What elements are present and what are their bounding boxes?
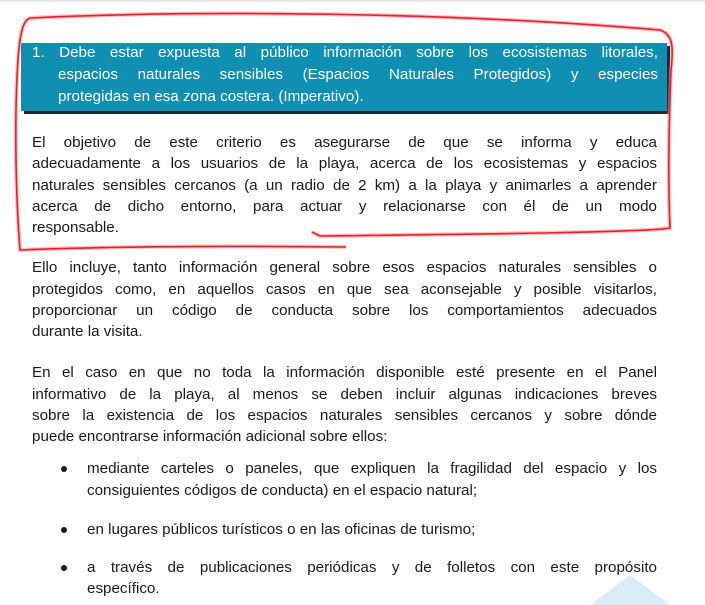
bullet-line: en lugares públicos turísticos o en las oficinas de turismo; bbox=[87, 521, 476, 538]
bullet-line: a través de publicaciones periódicas y de folletos con este propósito bbox=[87, 559, 657, 576]
paragraph-line: adecuadamente a los usuarios de la playa, acerca de los ecosistemas y espacios bbox=[32, 155, 657, 172]
bullet-line: mediante carteles o paneles, que expliquen la fragilidad del espacio y los bbox=[87, 460, 657, 477]
paragraph-line: El objetivo de este criterio es asegurarse de que se informa y educa bbox=[32, 134, 657, 151]
paragraph-line: puede encontrarse información adicional sobre ellos: bbox=[32, 428, 388, 445]
bullet-line: consiguientes códigos de conducta) en el espacio natural; bbox=[87, 482, 478, 499]
paragraph-line: protegidos como, en aquellos casos en que sea aconsejable y posible visitarlos, bbox=[32, 281, 657, 298]
paragraph-line: naturales sensibles cercanos (a un radio de 2 km) a la playa y animarles a aprender bbox=[32, 177, 657, 194]
paragraph-line: proporcionar un código de conducta sobre los comportamientos adecuados bbox=[32, 302, 657, 319]
paragraph-line: durante la visita. bbox=[32, 323, 143, 340]
paragraph-line: responsable. bbox=[32, 219, 119, 236]
paragraph-line: informativo de la playa, al menos se deben incluir algunas indicaciones breves bbox=[32, 386, 657, 403]
paragraph-line: sobre la existencia de los espacios naturales sensibles cercanos y sobre dónde bbox=[32, 407, 657, 424]
paragraph-line: acerca de dicho entorno, para actuar y relacionarse con él de un modo bbox=[32, 198, 657, 215]
bullet-line: específico. bbox=[87, 580, 160, 597]
paragraph-line: Ello incluye, tanto información general sobre esos espacios naturales sensibles o bbox=[32, 259, 657, 276]
criterion-line: 1. Debe estar expuesta al público información sobre los ecosistemas litorales, bbox=[32, 44, 658, 61]
paragraph-line: En el caso en que no toda la información disponible esté presente en el Panel bbox=[32, 364, 657, 381]
criterion-line: espacios naturales sensibles (Espacios Naturales Protegidos) y especies bbox=[58, 66, 658, 83]
criterion-line: protegidas en esa zona costera. (Imperativo). bbox=[58, 88, 364, 105]
